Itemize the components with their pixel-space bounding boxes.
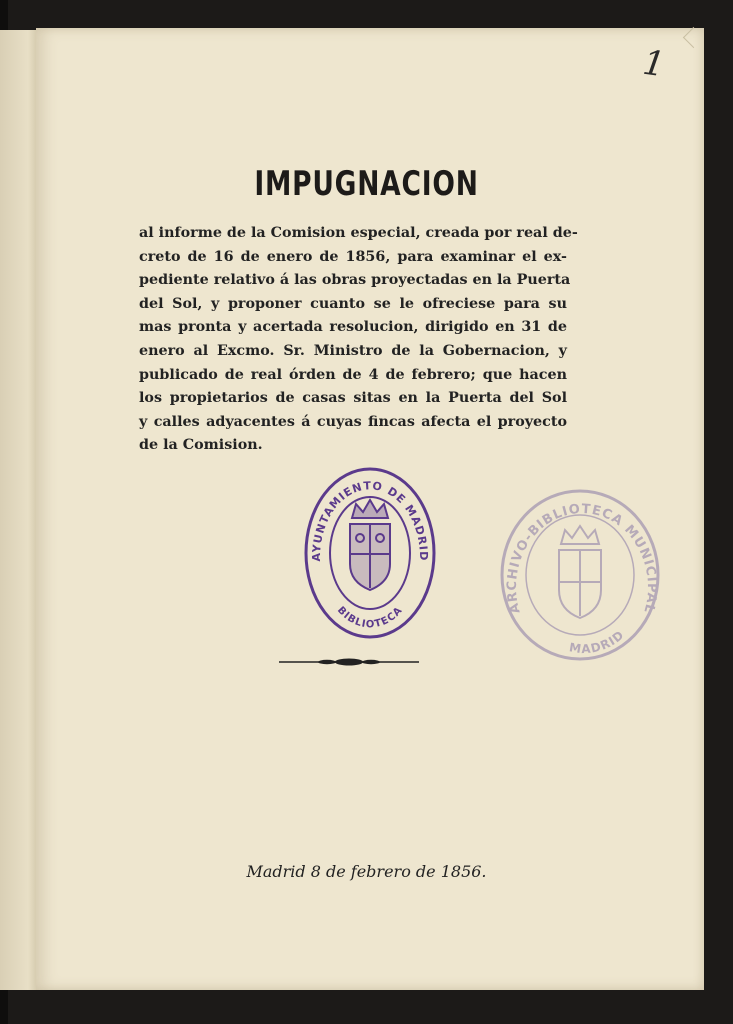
body-line: publicado de real órden de 4 de febrero; que hacen xyxy=(139,366,567,383)
body-line: creto de 16 de enero de 1856, para examinar el ex- xyxy=(139,248,567,265)
stamp-bottom-text: MADRID xyxy=(568,627,628,657)
facing-page-edge xyxy=(0,30,41,990)
dateline: Madrid 8 de febrero de 1856. xyxy=(246,862,487,881)
body-line: pediente relativo á las obras proyectadas en la Puerta xyxy=(139,272,571,289)
stamp-ring-text: ARCHIVO-BIBLIOTECA MUNICIPAL xyxy=(504,501,660,616)
body-line: los propietarios de casas sitas en la Puerta del Sol xyxy=(139,390,567,407)
body-line: de la Comision. xyxy=(139,437,263,454)
coat-of-arms-icon xyxy=(350,500,390,590)
coat-of-arms-icon xyxy=(559,526,601,618)
ornamental-divider xyxy=(279,656,419,668)
body-line: del Sol, y proponer cuanto se le ofreciese para su xyxy=(139,295,567,312)
library-stamp-purple xyxy=(302,466,438,640)
background-edge xyxy=(704,28,733,1024)
body-line: al informe de la Comision especial, creada por real de- xyxy=(139,225,578,241)
archive-stamp-faded xyxy=(497,486,663,664)
stamp-bottom-text: BIBLIOTECA xyxy=(334,604,406,631)
body-line: mas pronta y acertada resolucion, dirigido en 31 de xyxy=(139,319,567,336)
body-line: y calles adyacentes á cuyas fincas afecta el proyecto xyxy=(139,413,567,430)
stamp-ring-text: AYUNTAMIENTO DE MADRID xyxy=(309,479,431,562)
document-body xyxy=(139,222,578,458)
body-line: enero al Excmo. Sr. Ministro de la Gobernacion, y xyxy=(139,342,567,359)
page-number: 1 xyxy=(640,42,668,86)
document-title: IMPUGNACION xyxy=(254,164,479,204)
